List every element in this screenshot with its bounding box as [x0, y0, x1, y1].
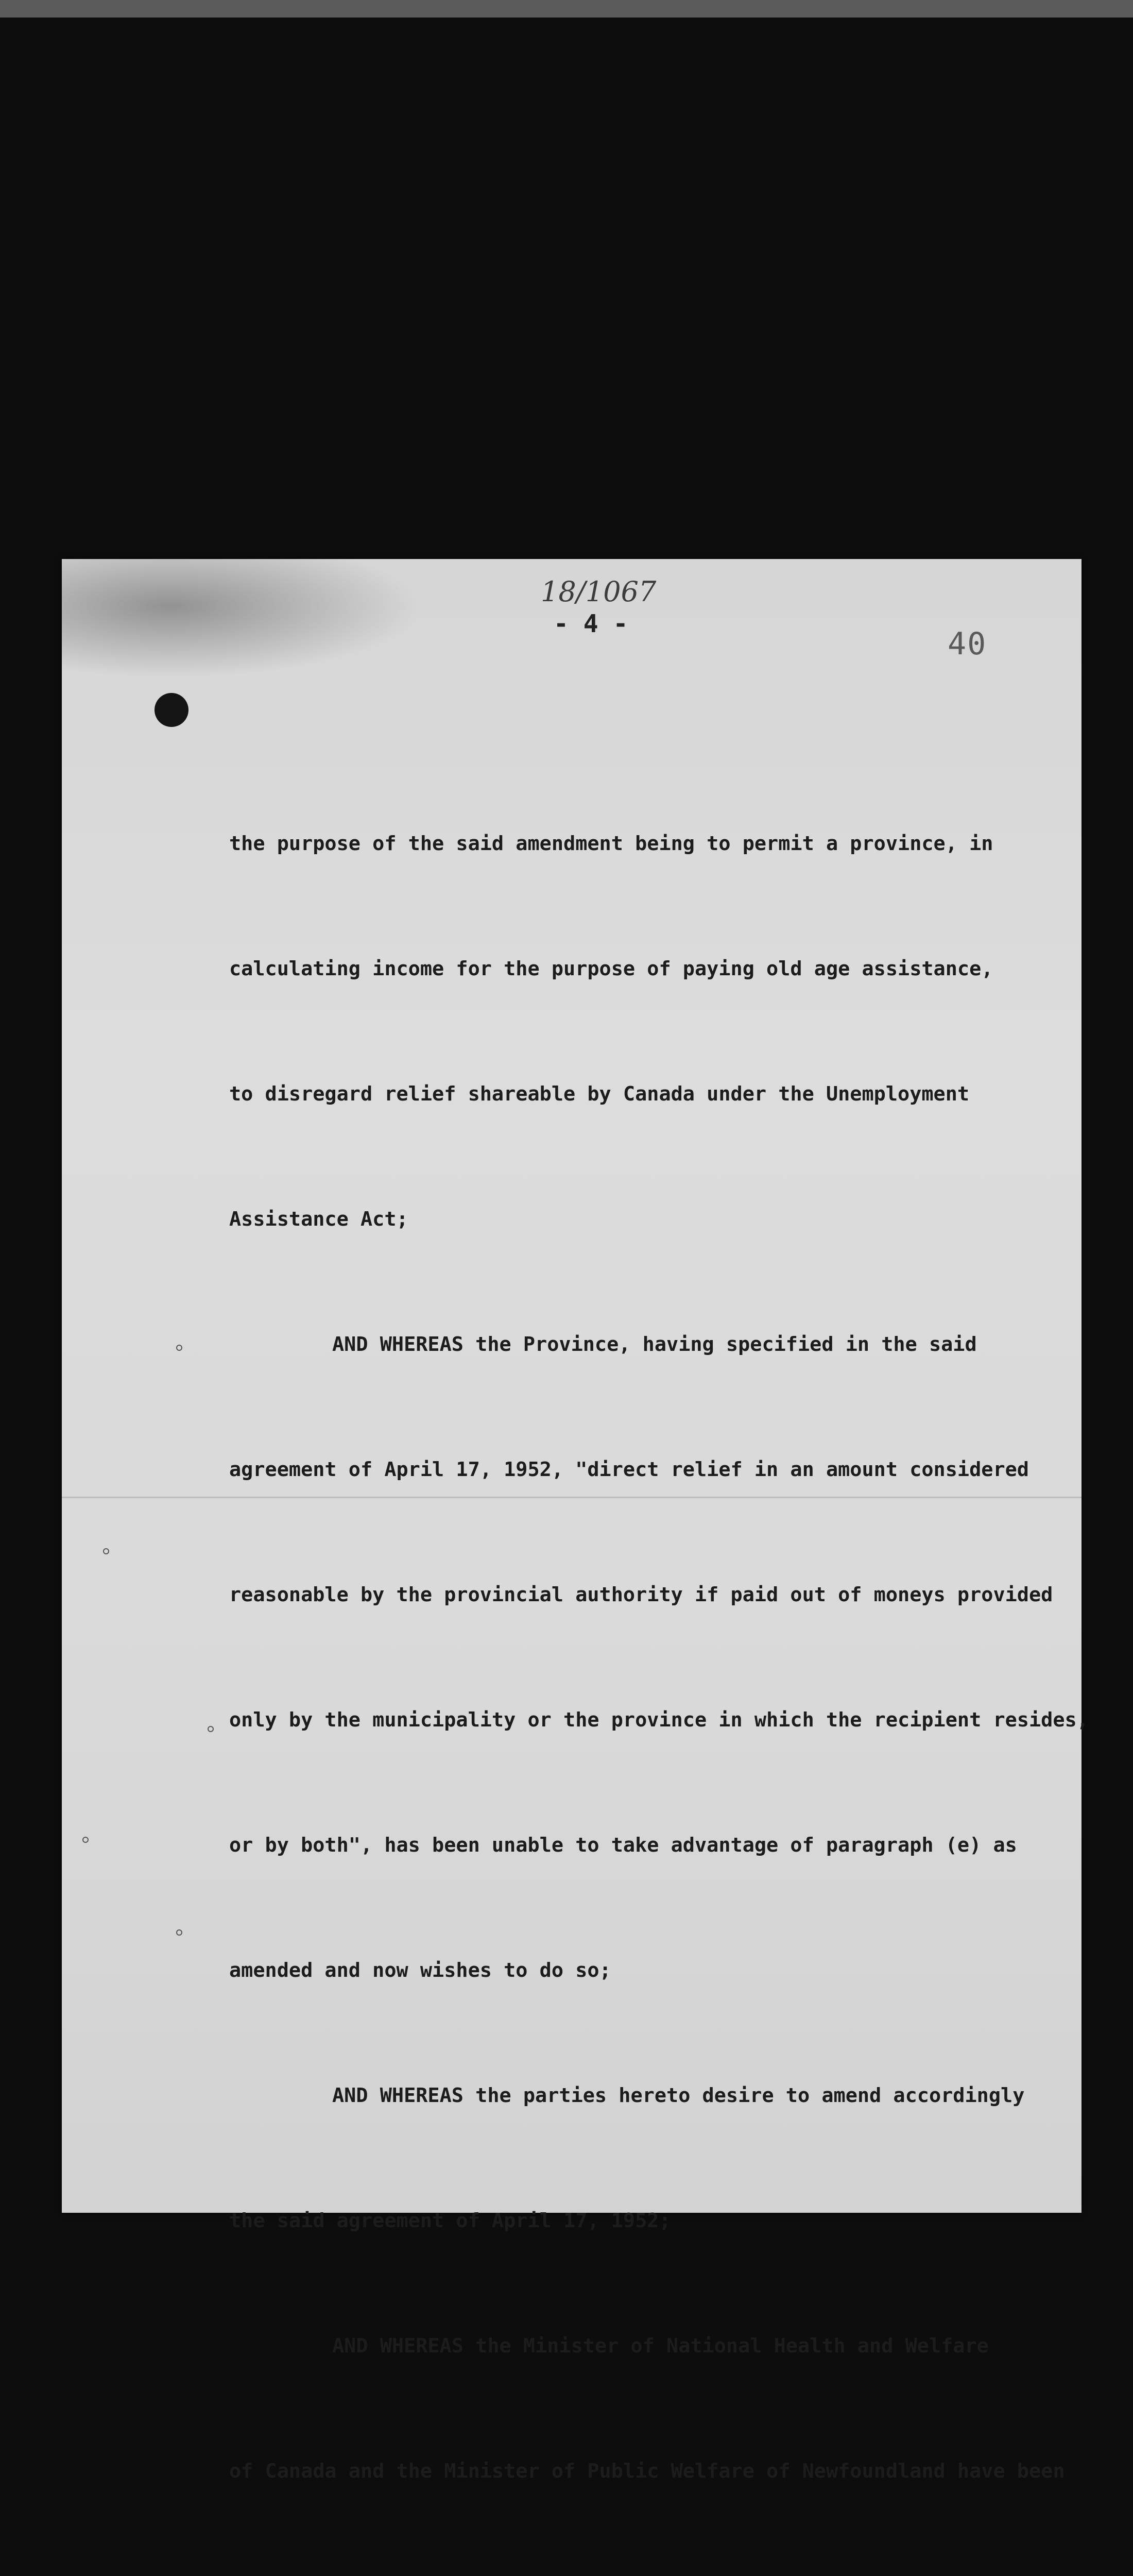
text-line: calculating income for the purpose of paying old age assistance, — [229, 957, 993, 980]
speck — [208, 1726, 214, 1732]
text-line: or by both", has been unable to take advantage of paragraph (e) as — [229, 1834, 1017, 1857]
text-line: the said agreement of April 17, 1952; — [229, 2209, 671, 2232]
text-line: only by the municipality or the province in which the recipient resides, — [229, 1708, 1089, 1732]
document-body — [229, 739, 1089, 2576]
text-line: Assistance Act; — [229, 1208, 408, 1231]
text-line: reasonable by the provincial authority if paid out of moneys provided — [229, 1583, 1053, 1606]
page-number: - 4 - — [554, 609, 628, 638]
speck — [82, 1837, 89, 1843]
text-line: of Canada and the Minister of Public Welfare of Newfoundland have been — [229, 2460, 1065, 2483]
text-line: agreement of April 17, 1952, "direct relief in an amount considered — [229, 1458, 1029, 1481]
text-line: to disregard relief shareable by Canada under the Unemployment — [229, 1082, 970, 1106]
text-line: amended and now wishes to do so; — [229, 1959, 611, 1982]
punch-hole — [154, 693, 188, 727]
text-line: AND WHEREAS the parties hereto desire to amend accordingly — [332, 2084, 1025, 2107]
text-line: the purpose of the said amendment being to permit a province, in — [229, 832, 993, 855]
stamped-folio-number: 40 — [948, 626, 987, 662]
speck — [103, 1548, 109, 1554]
film-edge — [0, 0, 1133, 18]
document-page — [62, 559, 1089, 2483]
text-line: AND WHEREAS the Province, having specified in the said — [332, 1333, 977, 1356]
speck — [176, 1929, 182, 1936]
handwritten-reference: 18/1067 — [541, 575, 657, 608]
speck — [176, 1345, 182, 1351]
text-line: AND WHEREAS the Minister of National Health and Welfare — [332, 2334, 989, 2358]
